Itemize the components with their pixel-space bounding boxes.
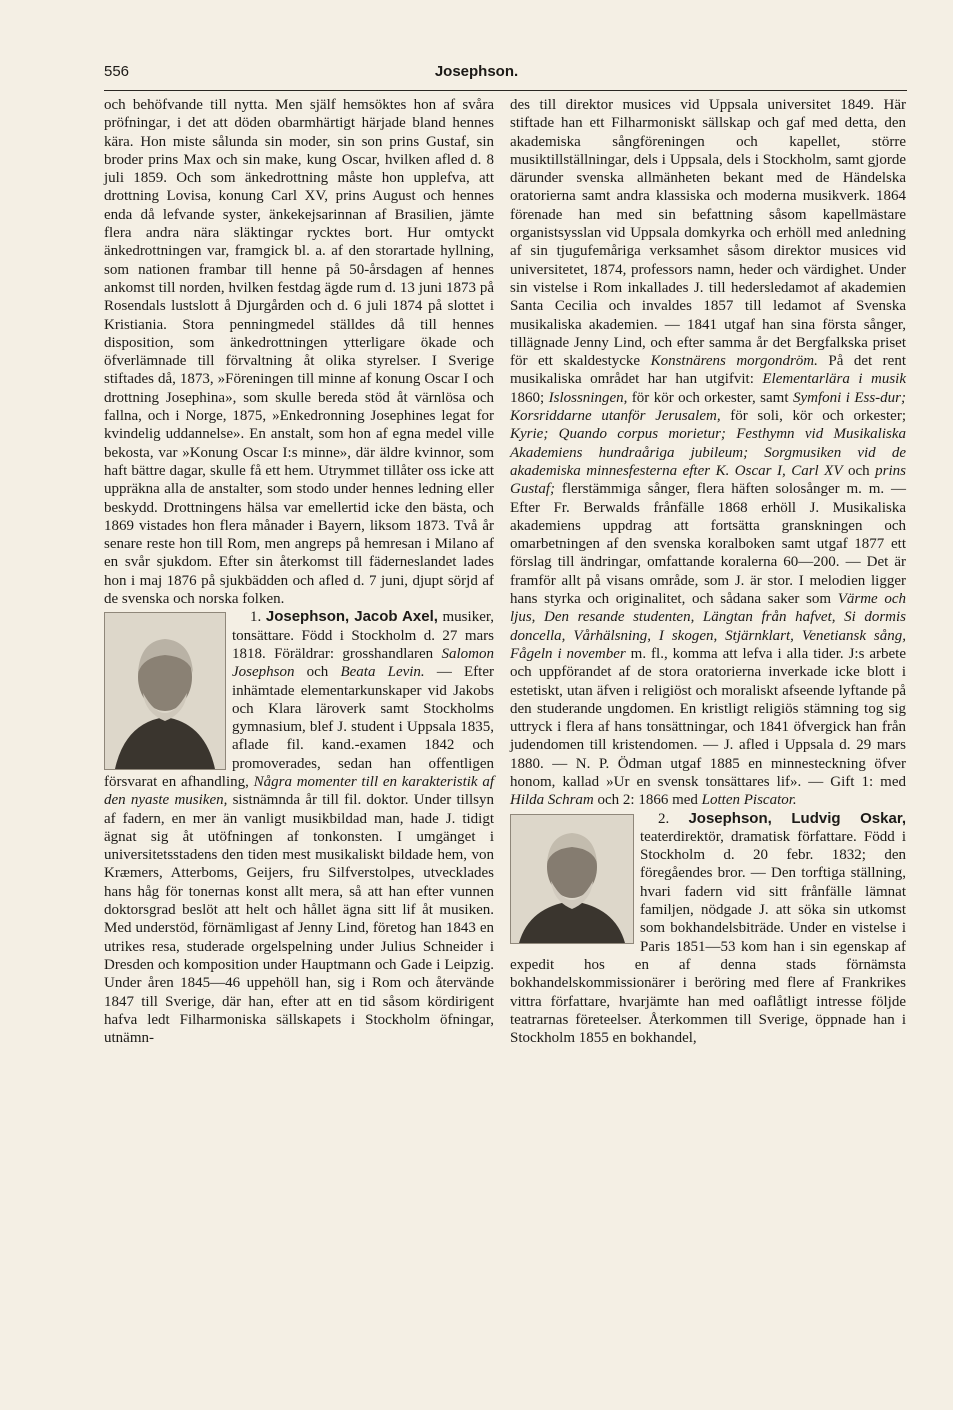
work-title: Symfoni i Ess-dur; Korsriddarne utanför Jerusalem, xyxy=(510,389,906,425)
entry-text: — Efter inhämtade elementarkunskaper vid Jakobs och Klara läroverk samt Stockholms gymnasium, blef J. student i Uppsala 1835, aflade fil. kand.-examen 1842 och promoverades, sedan han offentligen försvarat en afhandling, xyxy=(104,664,494,790)
work-title: prins Gustaf; xyxy=(510,462,906,498)
running-title: Josephson. xyxy=(434,63,519,80)
entry-text: och xyxy=(842,462,876,479)
work-title: Elementarlära i musik xyxy=(762,371,906,388)
entry-text: flerstämmiga sånger, flera häften solosånger m. m. — Efter Fr. Berwalds frånfälle 1868 erhöll J. Musikaliska akademiens uppdrag att fortsätta granskningen och omarbetningen af den svenska koralboken samt utgaf 1877 ett förslag till ändringar, omfattande koralerna 60—200. — Det är framför allt på visans område, som J. är stor. I melodien ligger hans styrka och originalitet, och sådana saker som xyxy=(510,481,906,608)
spouse-name: Lotten Piscator. xyxy=(701,792,797,809)
entry-text: 1860; xyxy=(510,389,549,406)
work-title: Värme och ljus, Den resande studenten, Längtan från hafvet, Si dormis doncella, Vårhälsning, I skogen, Stjärnklart, Venetiansk sång, Fågeln i november xyxy=(510,591,907,662)
entry-number: 1. xyxy=(250,609,262,626)
entry-text: des till direktor musices vid Uppsala universitet 1849. Här stiftade han ett Filharmoniskt sällskap och gaf med detta, den akademiska sångföreningen och kapellet, större musiktillställningar, dels i Uppsala, dels i Stockholm, samt gjorde därunder svenska allmänheten bekant med de Händelska oratorierna samt andra klassiska och moderna musikverk. 1864 förenade han med sin befattning såsom kapellmästare organistsysslan vid Uppsala domkyrka och erhöll med anledning af sin tjugufemåriga verksamhet såsom direktor musices vid universitetet, 1874, professors namn, heder och värdighet. Under sin vistelse i Rom inkallades J. till hedersledamot af akademien Santa Cecilia och invaldes 1857 till ledamot af Svenska musikaliska akademien. — 1841 utgaf han sina första sånger, tillägnade Jenny Lind, och efter samma år det Bergfalkska priset för ett skaldestycke xyxy=(510,97,906,370)
entry-name: Josephson, Jacob Axel, xyxy=(265,608,438,626)
portrait-engraving-icon xyxy=(511,815,633,943)
left-column xyxy=(104,96,494,1047)
work-title: Konstnärens morgondröm. xyxy=(650,353,818,370)
work-title: Islossningen, xyxy=(548,389,628,406)
page-number: 556 xyxy=(104,63,130,80)
paragraph-josephina-end: och behöfvande till nytta. Men själf hemsöktes hon af svåra pröfningar, i det att döden obarmhärtigt härjade bland hennes kära. Hon miste sålunda sin moder, sin son prins Gustaf, sin broder prins Max och sin make, kung Oscar, hvilken afled d. 8 juli 1859. Och som änkedrottning måste hon upplefva, att drottning Lovisa, konung Carl XV, prins August och hennes enda då lefvande syster, änkekejsarinnan af Brasilien, jämte flera andra nära släktingar rycktes bort. Hur omtyckt änkedrottningen var, framgick bl. a. af den storartade hyllning, som nationen frambar till henne på 50-årsdagen af hennes ankomst till norden, hvilken festdag ägde rum d. 13 juni 1873 på Rosendals lustslott å Djurgården och d. 6 juli 1874 på slottet i Kristiania. Stora penningmedel ställdes då till hennes disposition, som änkedrottningen ytterligare ökade och öfverlämnade till förvaltning åt olika styrelser. I Sverige stiftades då, 1873, »Föreningen till minne af konung Oscar I och drottning Josephina», som skulle bereda stöd åt värnlösa och fallna, och i Norge, 1875, »Enkedronning Josephines legat for kvindelig uddannelse». En anstalt, som hon af egna medel ville bekosta, var »Konung Oscar I:s minne», där äldre kvinnor, som haft bättre dagar, skulle få ett hem. Utrymmet tillåter oss icke att uppräkna alla de anstalter, som stodo under hennes ledning eller beskydd. Drottningens hälsa var emellertid icke den bästa, och 1869 vistades hon flera månader i Bayern, liksom 1873. Två år senare reste hon till Rom, men angreps på hemresan i Milano af en svår sjukdom. Efter sin återkomst till fäderneslandet lades hon i maj 1876 på sjukbädden och afled d. 7 juni, djupt sörjd af de svenska och norska folken. xyxy=(104,97,494,608)
entry-text: sistnämnda år till fil. doktor. Under tillsyn af fadern, en mer än vanligt musikbildad man, hade J. tidigt ägnat sig åt utöfningen af tonkonsten. I umgänget i universitetsstadens den tiden mest musikaliskt bildade hem, von Kræmers, Atterboms, Geijers, fru Silfverstolpes, utvecklades hans håg för tonernas konst allt mera, så att han efter vunnen doktorsgrad beslöt att helt och hållet ägna sitt lif åt musiken. Med understöd, förnämligast af Jenny Lind, företog han 1843 en utrikes resa, studerade orgelspelning under Julius Schneider i Dresden och komposition under Hauptmann och Gade i Leipzig. Under åren 1845—46 uppehöll han, sig i Rom och återvände 1847 till Sverige, där han, efter att en tid såsom kördirigent hafva ledt Filharmoniska sällskapets i Stockholm öfningar, utnämn- xyxy=(104,792,494,1047)
portrait-ludvig-oskar xyxy=(510,814,634,944)
portrait-jacob-axel xyxy=(104,612,226,770)
right-column xyxy=(510,96,906,1047)
paragraph-jacob-continued xyxy=(510,96,906,810)
entry-text: På det rent musikaliska området har han utgifvit: xyxy=(510,353,906,388)
entry-ludvig-oskar xyxy=(510,810,906,1048)
entry-text: teaterdirektör, dramatisk författare. Född i Stockholm d. 20 febr. 1832; den föregåendes bror. — Den torftiga ställning, hvari fadern vid sitt frånfälle lämnat familjen, nödgade J. att söka sin utkomst som bokhandelsbiträde. Under en vistelse i Paris 1851—53 kom han i sin egenskap af expedit hos en af denna stads förnämsta bokhandelskommissionärer i beröring med flere af Frankrikes vittra författare, hvarjämte han med oaflåtligt intresse följde teatrarnas företeelser. Återkommen till Sverige, öppnade han i Stockholm 1855 en bokhandel, xyxy=(510,828,906,1047)
entry-text: och xyxy=(294,664,341,681)
parent-name: Salomon Josephson xyxy=(232,645,494,681)
portrait-engraving-icon xyxy=(105,613,225,769)
entry-text: musiker, tonsättare. Född i Stockholm d. 27 mars 1818. Föräldrar: grosshandlaren xyxy=(232,609,494,662)
work-title: Kyrie; Quando corpus morietur; Festhymn vid Musikaliska Akademiens hundraåriga jubileum; Sorgmusiken vid de akademiska minnesfesterna efter K. Oscar I, Carl XV xyxy=(510,426,906,479)
entry-text: och 2: 1866 med xyxy=(593,792,702,809)
thesis-title: Några momenter till en karakteristik af den nyaste musiken, xyxy=(104,773,494,809)
entry-text: m. fl., komma att lefva i alla tider. J:s arbete och uppförandet af de stora oratorierna inverkade icke blott i estetiskt, utan äfven i religiöst och moraliskt afseende lyftande på den studerande ungdomen. En kristligt religiös stämning tog sig uttryck i flera af hans tonsättningar, och 1841 öfvergick han från judendomen till kristendomen. — J. afled i Uppsala d. 29 mars 1880. — N. P. Ödman utgaf 1885 en minnesteckning öfver honom, kallad »Ur en svensk tonsättares lif». — Gift 1: med xyxy=(510,645,906,790)
spouse-name: Hilda Schram xyxy=(510,792,594,809)
entry-jacob-axel xyxy=(104,608,494,1047)
entry-number: 2. xyxy=(658,810,670,827)
entry-name: Josephson, Ludvig Oskar, xyxy=(688,809,907,827)
header-rule xyxy=(104,90,907,91)
entry-text: för soli, kör och orkester; xyxy=(720,408,906,425)
entry-text: för kör och orkester, samt xyxy=(627,389,793,406)
parent-name: Beata Levin. xyxy=(340,664,425,681)
